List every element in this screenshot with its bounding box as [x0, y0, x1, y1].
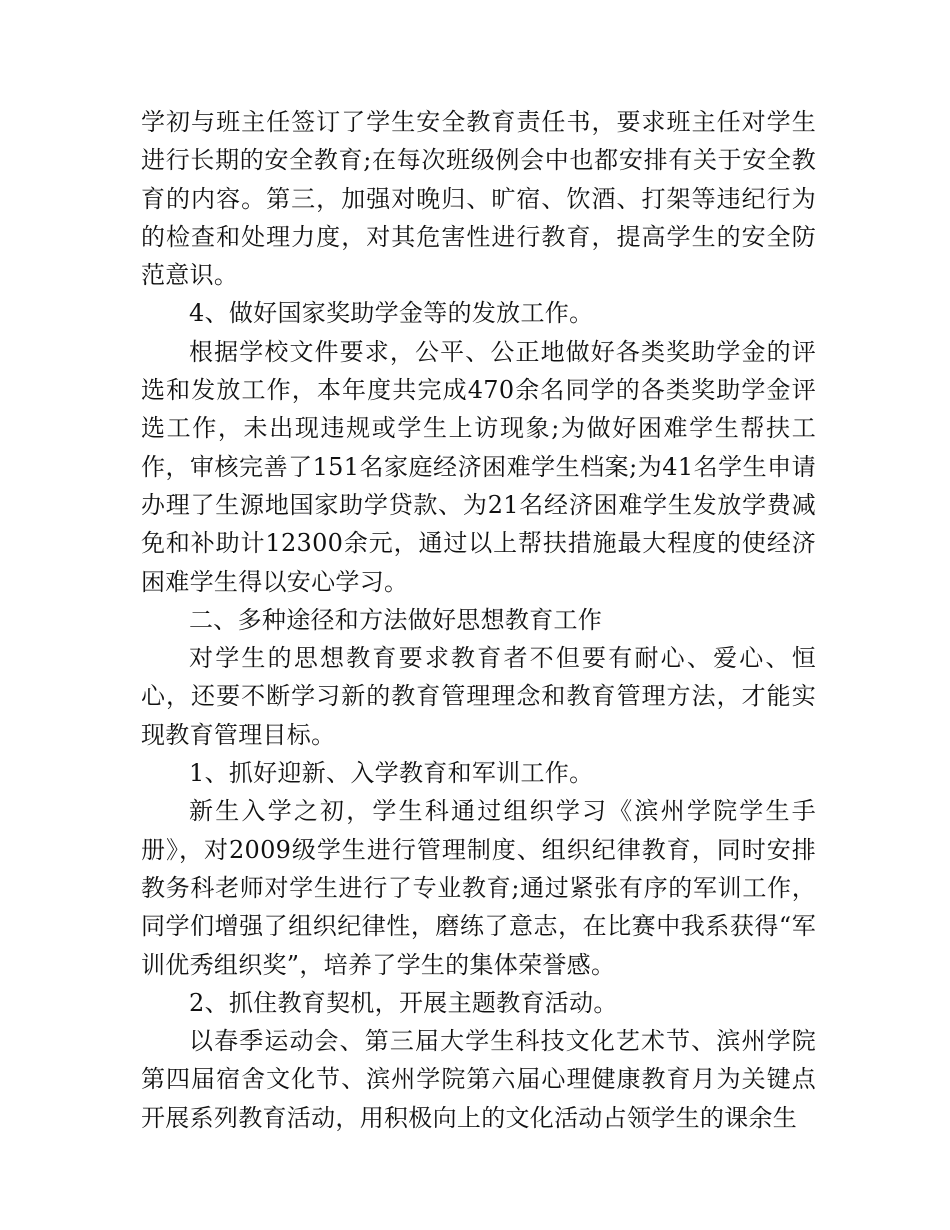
paragraph-theme-activities: 以春季运动会、第三届大学生科技文化艺术节、滨州学院第四届宿舍文化节、滨州学院第六届心理健康教育月为关键点开展系列教育活动，用积极向上的文化活动占领学生的课余生 [141, 1027, 816, 1132]
heading-orientation: 1、抓好迎新、入学教育和军训工作。 [189, 759, 594, 788]
document-body [141, 103, 816, 1137]
paragraph-ideological-education: 对学生的思想教育要求教育者不但要有耐心、爱心、恒心，还要不断学习新的教育管理理念和教育管理方法，才能实现教育管理目标。 [141, 644, 816, 749]
heading-scholarship: 4、做好国家奖助学金等的发放工作。 [189, 299, 594, 328]
paragraph-scholarship: 根据学校文件要求，公平、公正地做好各类奖助学金的评选和发放工作，本年度共完成470余名同学的各类奖助学金评选工作，未出现违规或学生上访现象;为做好困难学生帮扶工作，审核完善了151名家庭经济困难学生档案;为41名学生申请办理了生源地国家助学贷款、为21名经济困难学生发放学费减免和补助计12300余元，通过以上帮扶措施最大程度的使经济困难学生得以安心学习。 [141, 337, 816, 596]
paragraph-orientation: 新生入学之初，学生科通过组织学习《滨州学院学生手册》，对2009级学生进行管理制度、组织纪律教育，同时安排教务科老师对学生进行了专业教育;通过紧张有序的军训工作，同学们增强了组织纪律性，磨练了意志，在比赛中我系获得“军训优秀组织奖”，培养了学生的集体荣誉感。 [141, 797, 816, 979]
heading-ideological-education: 二、多种途径和方法做好思想教育工作 [189, 605, 603, 634]
heading-theme-activities: 2、抓住教育契机，开展主题教育活动。 [189, 988, 618, 1017]
paragraph-safety-continued: 学初与班主任签订了学生安全教育责任书，要求班主任对学生进行长期的安全教育;在每次班级例会中也都安排有关于安全教育的内容。第三，加强对晚归、旷宿、饮酒、打架等违纪行为的检查和处理力度，对其危害性进行教育，提高学生的安全防范意识。 [141, 108, 816, 290]
